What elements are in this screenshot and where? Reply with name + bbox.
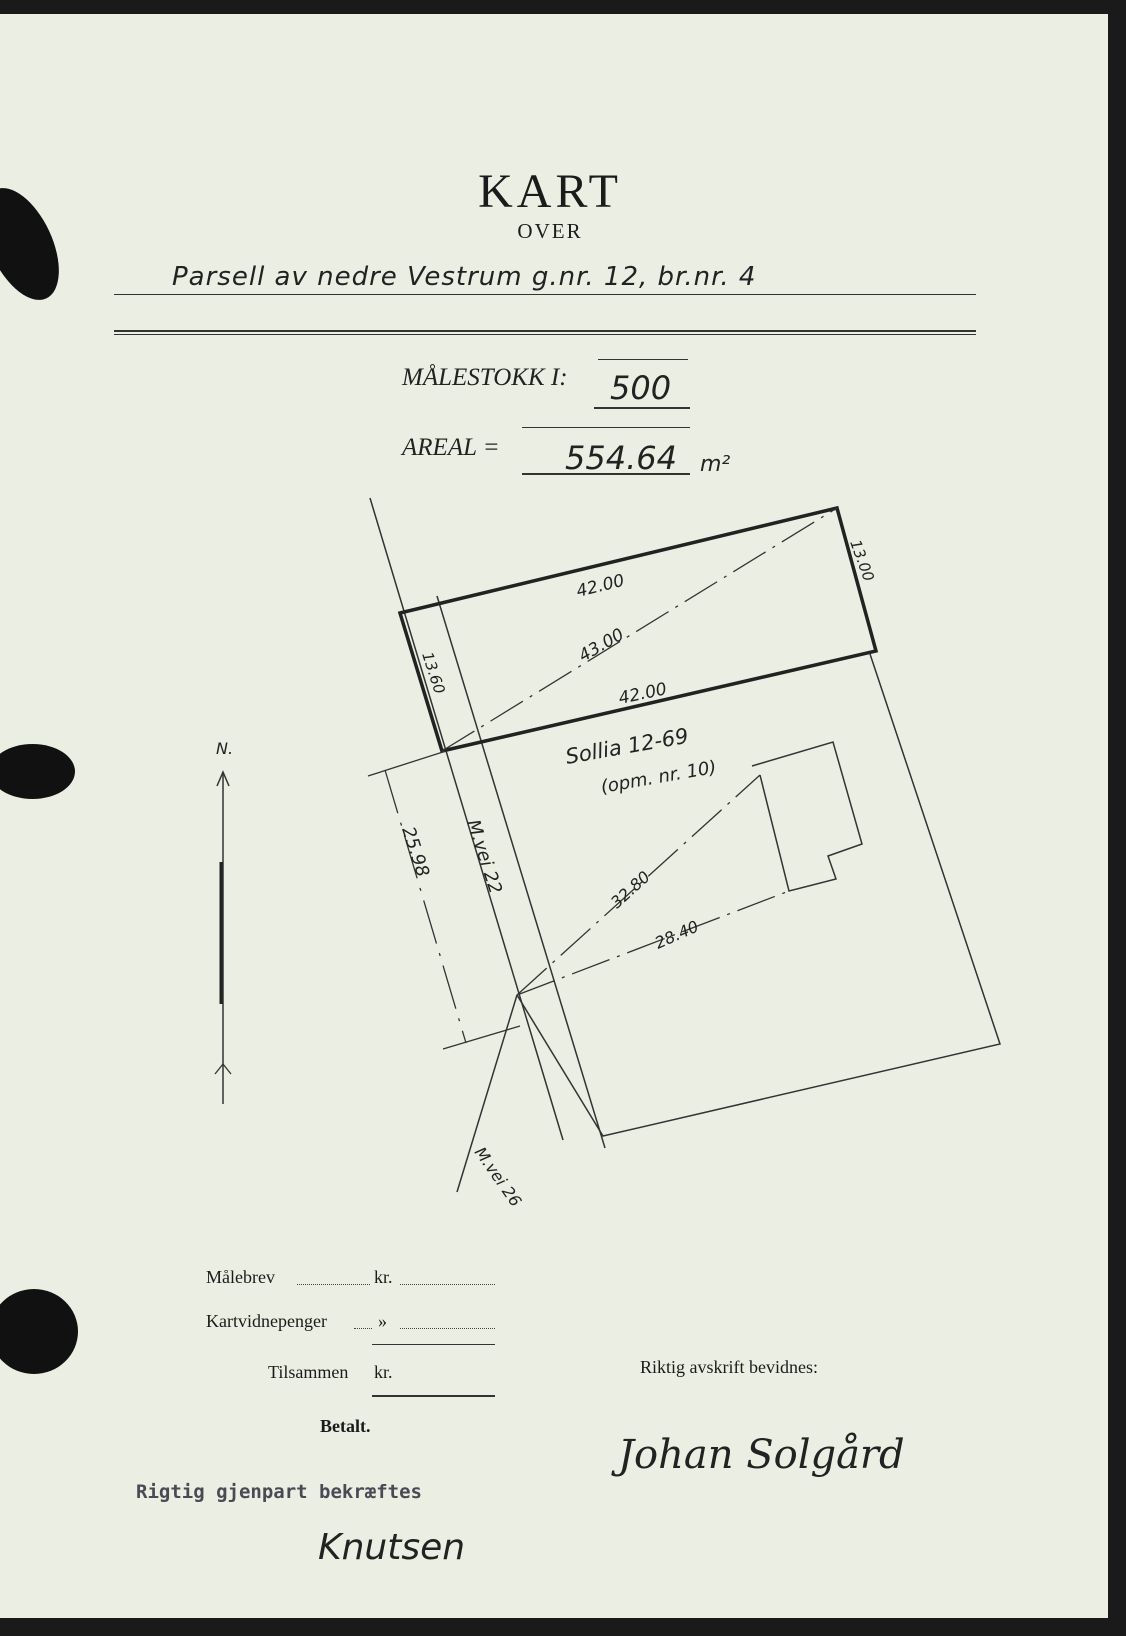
certification-signature: Johan Solgård bbox=[618, 1432, 905, 1478]
scale-value: 500 bbox=[610, 369, 672, 407]
road-label-2: M.vei 26 bbox=[470, 1143, 526, 1211]
kartvidnepenger-dots bbox=[354, 1328, 372, 1329]
area-value: 554.64 bbox=[565, 439, 677, 477]
road-label-1: M.vei 22 bbox=[462, 817, 506, 897]
offset-dimension-line bbox=[385, 770, 466, 1043]
offset-tick-bottom bbox=[443, 1026, 520, 1049]
malebrev-dots bbox=[297, 1284, 370, 1285]
kartvidnepenger-label: Kartvidnepenger bbox=[206, 1311, 327, 1331]
document-subtitle: OVER bbox=[517, 219, 583, 243]
parcel-boundary bbox=[400, 508, 876, 751]
kartvidnepenger-amount-dots bbox=[400, 1328, 495, 1329]
dim-offset: 25.98 bbox=[397, 824, 434, 880]
tilsammen-label: Tilsammen bbox=[268, 1362, 349, 1382]
area-unit: m² bbox=[700, 452, 731, 477]
dim-top: 42.00 bbox=[574, 570, 627, 602]
kartvidnepenger-ditto: » bbox=[378, 1311, 387, 1331]
road-boundary-left bbox=[370, 498, 563, 1140]
dim-line-a: 32.80 bbox=[606, 867, 654, 912]
dim-line-b: 28.40 bbox=[651, 916, 702, 953]
north-label: N. bbox=[216, 739, 234, 758]
malebrev-kr: kr. bbox=[374, 1267, 393, 1287]
parcel-diagonal bbox=[442, 508, 837, 751]
dim-diagonal: 43.00 bbox=[575, 624, 628, 667]
property-description: Parsell av nedre Vestrum g.nr. 12, br.nr. 4 bbox=[172, 262, 757, 292]
parcel-name: Sollia 12-69 bbox=[563, 723, 691, 769]
copy-stamp-signature: Knutsen bbox=[318, 1527, 466, 1568]
scale-label: MÅLESTOKK I: bbox=[402, 364, 568, 391]
parcel-reference: (opm. nr. 10) bbox=[599, 756, 719, 798]
betalt-label: Betalt. bbox=[320, 1416, 371, 1436]
road-boundary-right bbox=[437, 596, 605, 1148]
dim-left: 13.60 bbox=[418, 649, 449, 697]
building-outline bbox=[752, 742, 862, 891]
offset-tick-top bbox=[368, 751, 446, 776]
measure-line-b bbox=[517, 891, 789, 995]
dim-right: 13.00 bbox=[846, 537, 878, 584]
surrounding-property-boundary bbox=[517, 654, 1000, 1136]
dim-bottom: 42.00 bbox=[616, 679, 669, 709]
map-document-page bbox=[0, 14, 1108, 1618]
tilsammen-underline bbox=[372, 1395, 495, 1397]
certification-text: Riktig avskrift bevidnes: bbox=[640, 1357, 818, 1377]
tilsammen-kr: kr. bbox=[374, 1362, 393, 1382]
copy-stamp-text: Rigtig gjenpart bekræftes bbox=[136, 1481, 422, 1503]
cadastral-map bbox=[0, 14, 1108, 1618]
malebrev-kr-dots bbox=[400, 1284, 495, 1285]
document-title: KART bbox=[478, 165, 622, 218]
kartvidnepenger-underline bbox=[372, 1344, 495, 1345]
area-label: AREAL = bbox=[402, 434, 500, 461]
malebrev-label: Målebrev bbox=[206, 1267, 275, 1287]
